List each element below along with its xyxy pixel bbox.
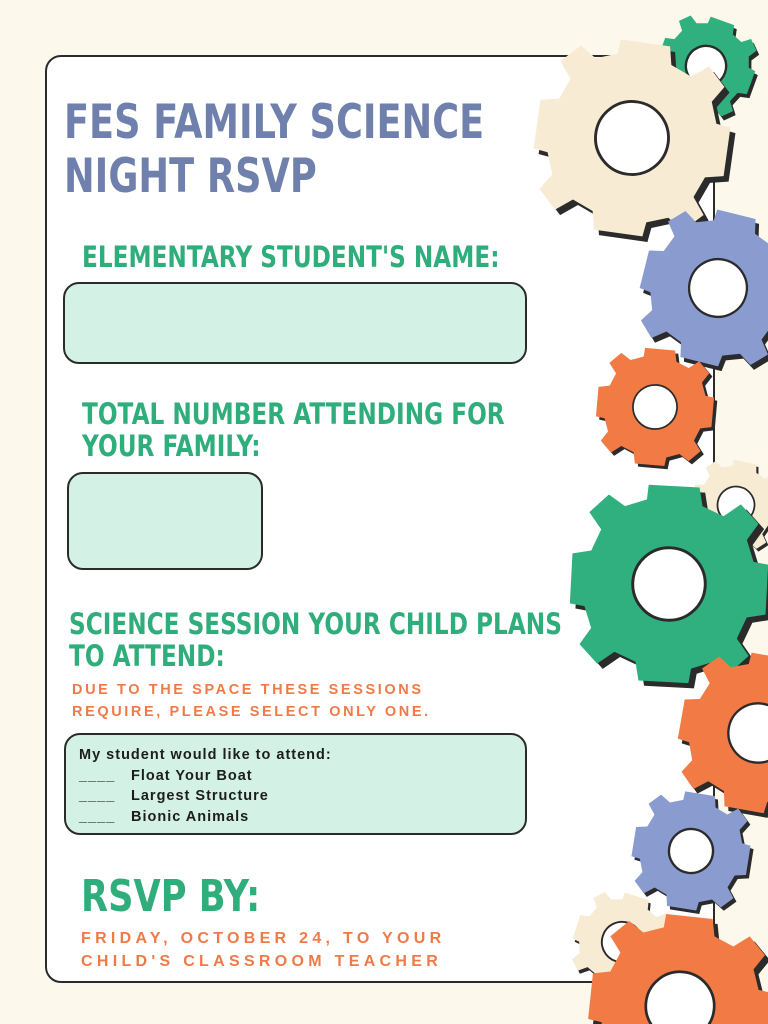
total-attending-label-line-2: YOUR FAMILY: [82, 429, 261, 463]
option-label: Largest Structure [131, 788, 269, 804]
session-label-line-2: TO ATTEND: [69, 639, 225, 673]
option-label: Float Your Boat [131, 767, 253, 784]
session-note [72, 679, 431, 723]
option-label: Bionic Animals [131, 808, 250, 825]
student-name-field[interactable] [63, 282, 527, 364]
rsvp-detail [81, 927, 445, 973]
rsvp-detail-line-2: CHILD'S CLASSROOM TEACHER [81, 953, 443, 970]
session-option[interactable] [79, 786, 525, 807]
rsvp-detail-line-1: FRIDAY, OCTOBER 24, TO YOUR [81, 930, 446, 947]
session-note-line-1: DUE TO THE SPACE THESE SESSIONS [72, 682, 424, 698]
session-label-line-1: SCIENCE SESSION YOUR CHILD PLANS [69, 607, 562, 641]
rsvp-label: RSVP BY: [81, 871, 261, 922]
total-attending-field[interactable] [67, 472, 263, 570]
option-blank[interactable]: ____ [79, 808, 116, 825]
title-line-2: NIGHT RSVP [64, 149, 317, 204]
session-label [69, 608, 562, 672]
session-choices-box [64, 733, 527, 835]
total-attending-label [82, 398, 505, 462]
session-option[interactable] [79, 807, 525, 828]
title-line-1: FES FAMILY SCIENCE [64, 95, 485, 150]
session-note-line-2: REQUIRE, PLEASE SELECT ONLY ONE. [72, 704, 431, 720]
option-blank[interactable]: ____ [79, 767, 116, 784]
total-attending-label-line-1: TOTAL NUMBER ATTENDING FOR [82, 397, 505, 431]
option-blank[interactable]: ____ [79, 788, 116, 804]
page-title [64, 95, 485, 204]
session-option[interactable] [79, 766, 525, 787]
session-intro: My student would like to attend: [79, 747, 332, 763]
student-name-label: ELEMENTARY STUDENT'S NAME: [82, 240, 500, 274]
